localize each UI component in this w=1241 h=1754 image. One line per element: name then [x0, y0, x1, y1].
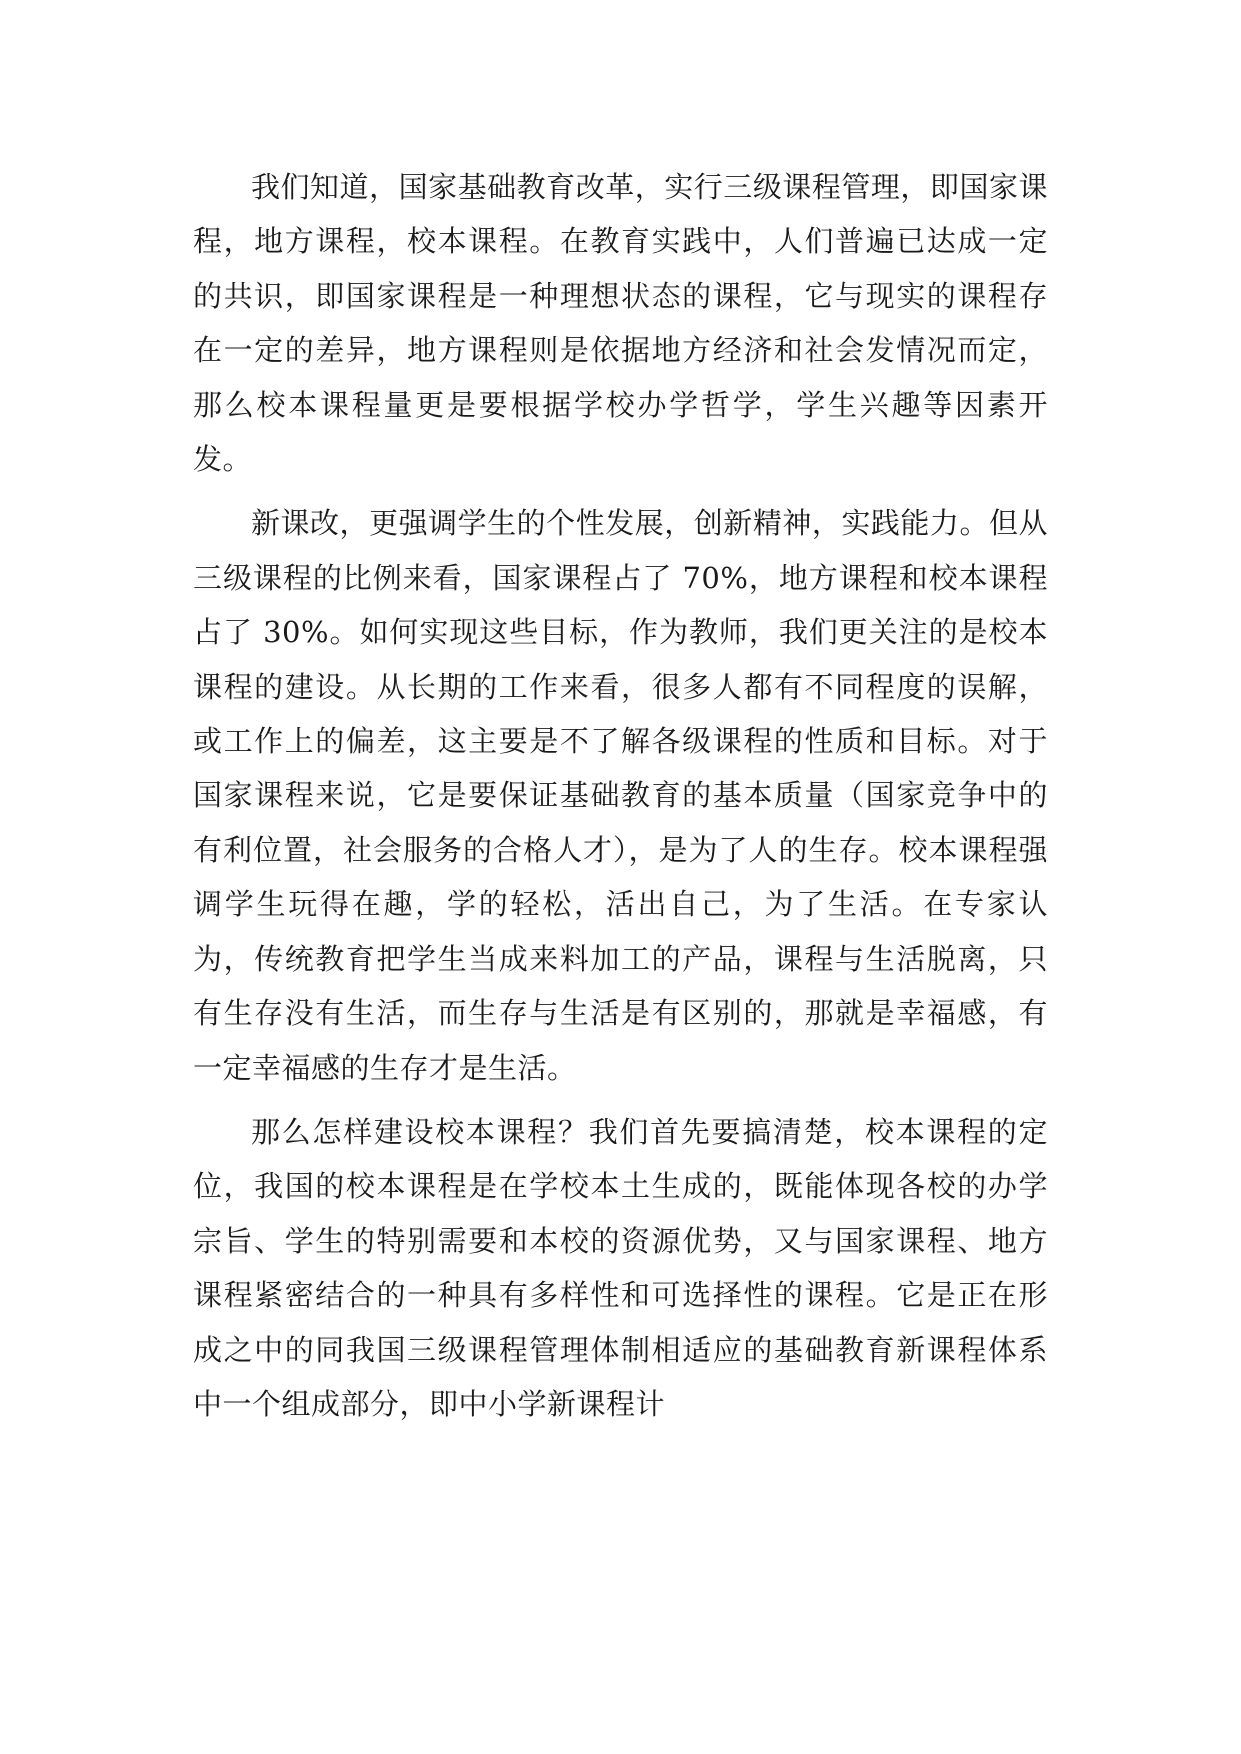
paragraph-3: 那么怎样建设校本课程？我们首先要搞清楚，校本课程的定位，我国的校本课程是在学校本土生成的，既能体现各校的办学宗旨、学生的特别需要和本校的资源优势，又与国家课程、地方课程紧密结合的一种具有多样性和可选择性的课程。它是正在形成之中的同我国三级课程管理体制相适应的基础教育新课程体系中一个组成部分，即中小学新课程计 — [193, 1114, 1048, 1421]
paragraph-2: 新课改，更强调学生的个性发展，创新精神，实践能力。但从三级课程的比例来看，国家课程占了 70%，地方课程和校本课程占了 30%。如何实现这些目标，作为教师，我们更关注的是校本课程的建设。从长期的工作来看，很多人都有不同程度的误解，或工作上的偏差，这主要是不了解各级课程的性质和目标。对于国家课程来说，它是要保证基础教育的基本质量（国家竞争中的有利位置，社会服务的合格人才），是为了人的生存。校本课程强调学生玩得在趣，学的轻松，活出自己，为了生活。在专家认为，传统教育把学生当成来料加工的产品，课程与生活脱离，只有生存没有生活，而生存与生活是有区别的，那就是幸福感，有一定幸福感的生存才是生活。 — [193, 506, 1048, 1085]
document-body — [193, 160, 1048, 1431]
paragraph-1: 我们知道，国家基础教育改革，实行三级课程管理，即国家课程，地方课程，校本课程。在教育实践中，人们普遍已达成一定的共识，即国家课程是一种理想状态的课程，它与现实的课程存在一定的差异，地方课程则是依据地方经济和社会发情况而定，那么校本课程量更是要根据学校办学哲学，学生兴趣等因素开发。 — [193, 170, 1048, 477]
